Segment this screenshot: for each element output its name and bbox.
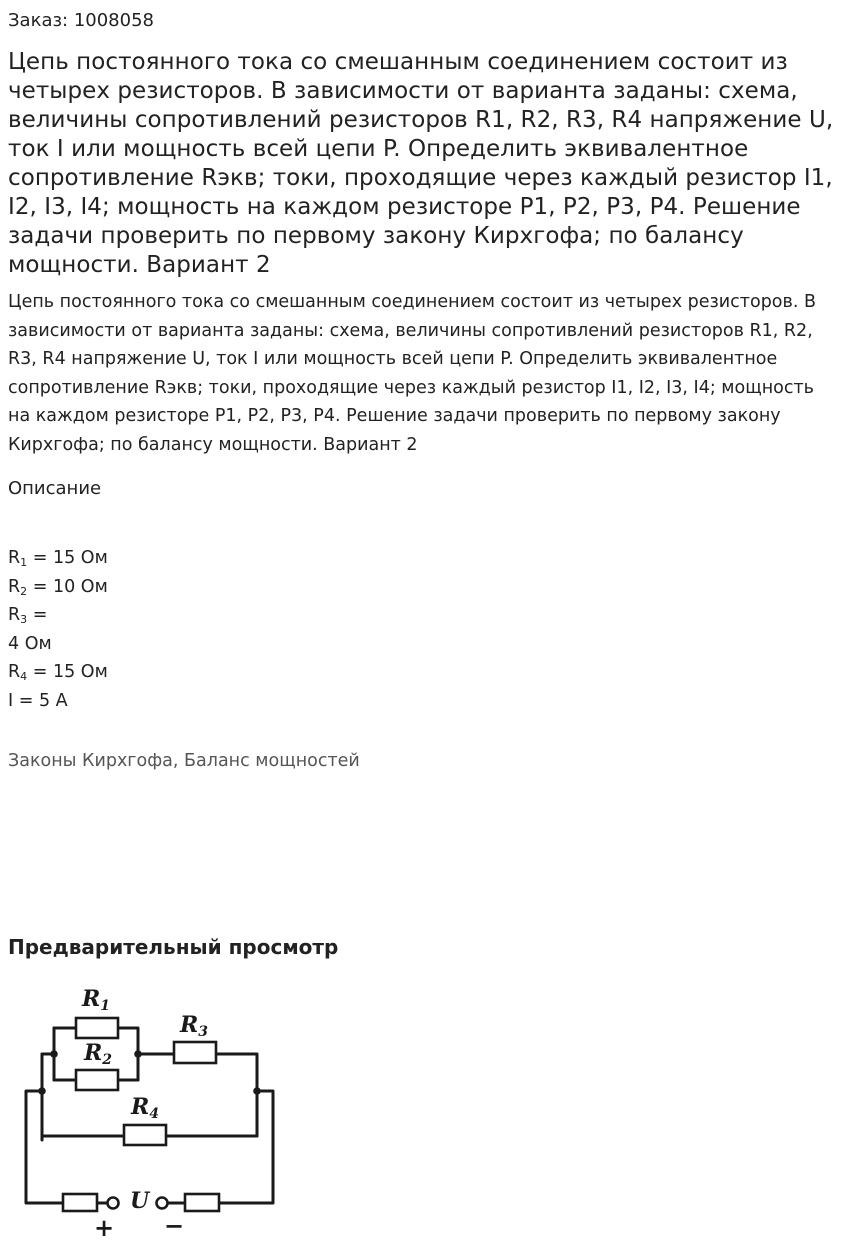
label-r2: R2 — [84, 1040, 113, 1068]
wire-r3-right — [216, 1054, 257, 1091]
terminal-minus — [157, 1198, 168, 1209]
label-r3: R3 — [180, 1012, 209, 1040]
param-r4: $R_4 = 15$ Ом — [8, 662, 108, 683]
junction-dot — [253, 1087, 261, 1095]
resistor-r1 — [76, 1018, 118, 1038]
junction-dot — [134, 1050, 142, 1058]
param-r3: $R_3$ = — [8, 605, 48, 626]
resistor-r3 — [174, 1042, 216, 1063]
wire-left-outer — [26, 1091, 63, 1203]
label-r4: R4 — [131, 1094, 160, 1122]
wire-right-outer — [219, 1091, 273, 1203]
param-current: I = 5 A — [8, 690, 68, 711]
junction-dot — [50, 1050, 58, 1058]
tag-list — [8, 748, 839, 774]
label-voltage: U — [130, 1188, 150, 1214]
fuse-left — [63, 1194, 97, 1211]
tag-separator: , — [172, 751, 185, 771]
fuse-right — [185, 1194, 219, 1211]
tag-power-balance[interactable]: Баланс мощностей — [184, 751, 360, 771]
task-description: Цепь постоянного тока со смешанным соединением состоит из четырех резисторов. В зависимости от варианта заданы: схема, величины сопротивлений резисторов R1, R2, R3, R4 напряжение U, ток I или мощность всей цепи P. Определить эквивалентное сопротивление Rэкв; токи, проходящие через каждый резистор I1, I2, I3, I4; мощность на каждом резисторе P1, P2, P3, P4. Решение задачи проверить по первому закону Кирхгофа; по балансу мощности. Вариант 2 — [8, 292, 816, 455]
param-r1: $R_1 = 15$ Ом — [8, 548, 108, 569]
circuit-diagram-preview — [8, 978, 288, 1244]
label-plus: + — [94, 1213, 115, 1242]
description-label: Описание — [8, 478, 102, 499]
junction-dot — [38, 1087, 46, 1095]
circuit-diagram — [8, 978, 288, 1244]
resistor-r2 — [76, 1070, 118, 1090]
label-minus: − — [164, 1211, 185, 1240]
given-parameters — [8, 544, 839, 715]
page-title: Цепь постоянного тока со смешанным соединением состоит из четырех резисторов. В зависимости от варианта заданы: схема, величины сопротивлений резисторов R1, R2, R3, R4 напряжение U, ток I или мощность всей цепи P. Определить эквивалентное сопротивление Rэкв; токи, проходящие через каждый резистор I1, I2, I3, I4; мощность на каждом резисторе P1, P2, P3, P4. Решение задачи проверить по первому закону Кирхгофа; по балансу мощности. Вариант 2 — [8, 49, 834, 278]
terminal-plus — [108, 1198, 119, 1209]
preview-heading: Предварительный просмотр — [8, 935, 339, 959]
resistor-r4 — [124, 1125, 166, 1145]
param-r2: $R_2 = 10$ Ом — [8, 576, 108, 598]
tag-kirchhoff-laws[interactable]: Законы Кирхгофа — [8, 751, 173, 771]
label-r1: R1 — [82, 986, 111, 1014]
param-r3-value: 4 Ом — [8, 633, 52, 654]
order-number: Заказ: 1008058 — [8, 10, 154, 31]
